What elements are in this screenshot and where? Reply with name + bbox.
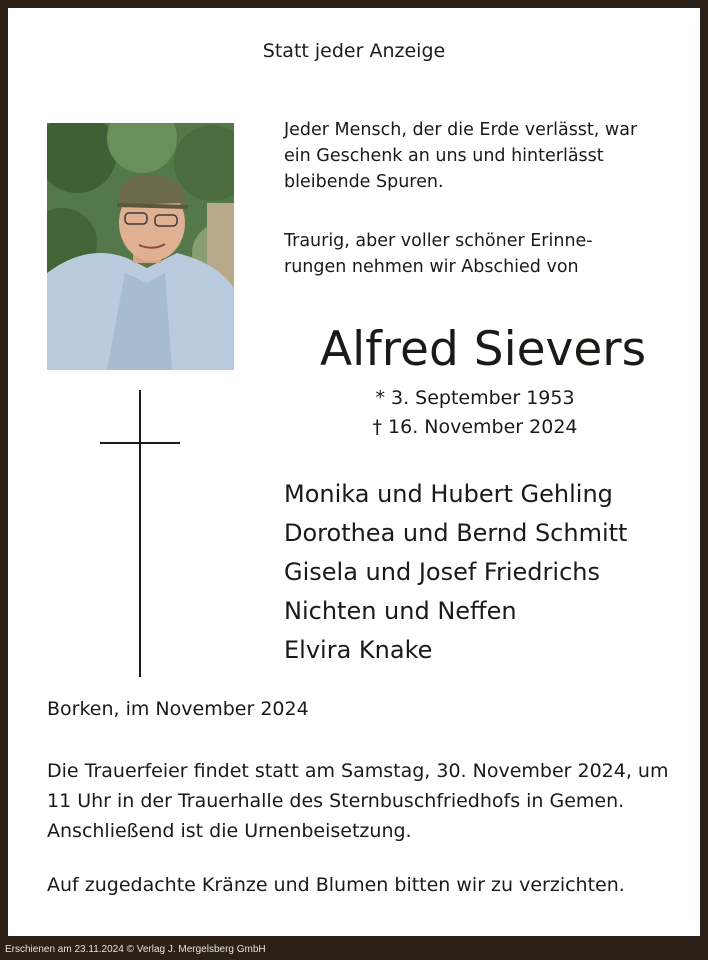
- ceremony-line: 11 Uhr in der Trauerhalle des Sternbuschfriedhofs in Gemen.: [47, 790, 625, 812]
- publication-footer: Erschienen am 23.11.2024 © Verlag J. Mergelsberg GmbH: [5, 944, 266, 955]
- verse-line: ein Geschenk an uns und hinterlässt: [284, 146, 604, 166]
- ceremony-line: Anschließend ist die Urnenbeisetzung.: [47, 820, 412, 842]
- life-dates: [330, 384, 620, 442]
- mourner-entry: Nichten und Neffen: [284, 597, 517, 625]
- death-date: † 16. November 2024: [372, 416, 578, 438]
- intro-line: rungen nehmen wir Abschied von: [284, 257, 579, 277]
- farewell-intro: [284, 228, 593, 280]
- verse-line: bleibende Spuren.: [284, 172, 444, 192]
- memorial-verse: [284, 117, 637, 195]
- mourner-entry: Elvira Knake: [284, 636, 433, 664]
- portrait-photo: [47, 123, 234, 370]
- birth-date: * 3. September 1953: [375, 387, 575, 409]
- deceased-name: Alfred Sievers: [320, 322, 647, 377]
- verse-line: Jeder Mensch, der die Erde verlässt, war: [284, 120, 638, 140]
- intro-line: Traurig, aber voller schöner Erinne-: [284, 231, 593, 251]
- mourners-list: [284, 475, 627, 670]
- mourner-entry: Monika und Hubert Gehling: [284, 480, 613, 508]
- cross-icon-beam: [100, 442, 180, 444]
- flowers-request: Auf zugedachte Kränze und Blumen bitten wir zu verzichten.: [47, 874, 625, 896]
- portrait-photo-image: [47, 123, 234, 370]
- ceremony-line: Die Trauerfeier findet statt am Samstag, 30. November 2024, um: [47, 760, 669, 782]
- mourner-entry: Dorothea und Bernd Schmitt: [284, 519, 628, 547]
- ceremony-details: [47, 756, 668, 846]
- mourner-entry: Gisela und Josef Friedrichs: [284, 558, 600, 586]
- place-and-date: Borken, im November 2024: [47, 698, 309, 720]
- cross-icon: [139, 390, 141, 677]
- notice-heading: Statt jeder Anzeige: [262, 40, 446, 62]
